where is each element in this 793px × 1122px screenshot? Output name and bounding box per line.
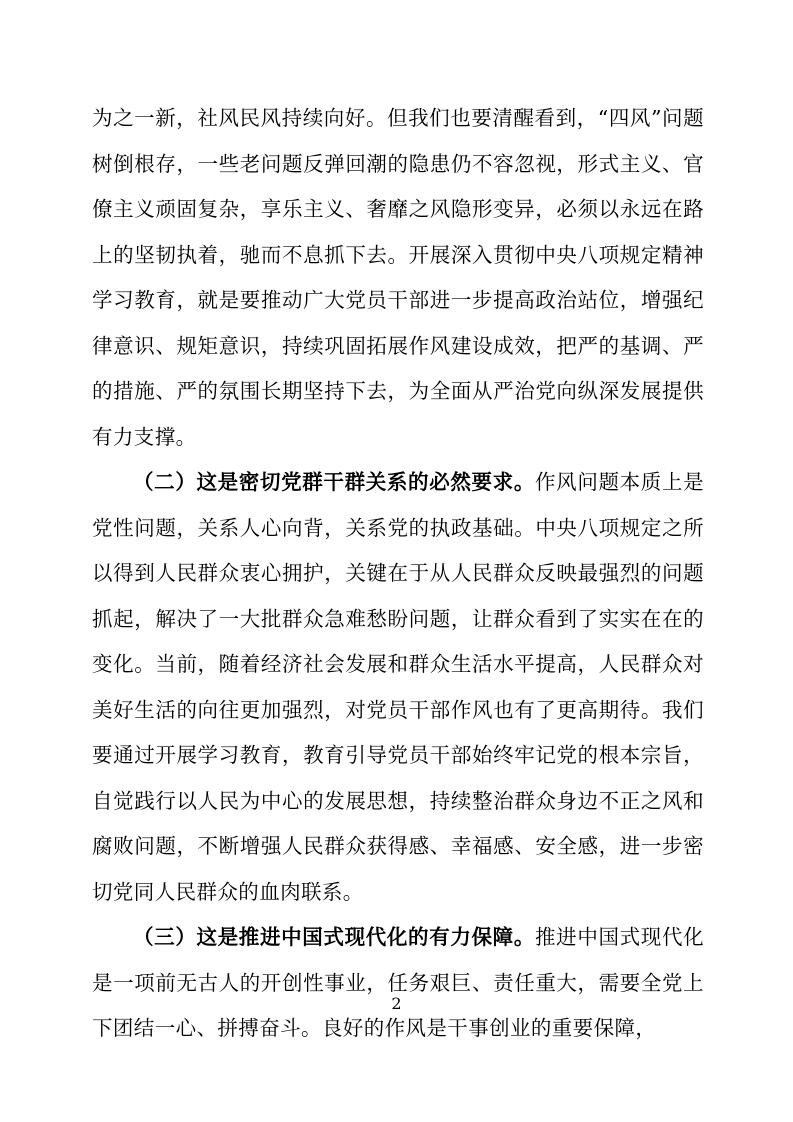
paragraph-2 [92,460,704,915]
paragraph-2-heading: （二）这是密切党群干群关系的必然要求。 [133,470,535,494]
document-body [92,96,704,1052]
paragraph-1-text: 为之一新，社风民风持续向好。但我们也要清醒看到，“四风”问题树倒根存，一些老问题反弹回潮的隐患仍不容忽视，形式主义、官僚主义顽固复杂，享乐主义、奢靡之风隐形变异，必须以永远在路上的坚韧执着，驰而不息抓下去。开展深入贯彻中央八项规定精神学习教育，就是要推动广大党员干部进一步提高政治站位，增强纪律意识、规矩意识，持续巩固拓展作风建设成效，把严的基调、严的措施、严的氛围长期坚持下去，为全面从严治党向纵深发展提供有力支撑。 [92,106,704,449]
page-number: 2 [391,994,402,1013]
paragraph-3-heading: （三）这是推进中国式现代化的有力保障。 [133,925,535,949]
paragraph-3 [92,915,704,1052]
paragraph-2-text: 作风问题本质上是党性问题，关系人心向背，关系党的执政基础。中央八项规定之所以得到人民群众衷心拥护，关键在于从人民群众反映最强烈的问题抓起，解决了一大批群众急难愁盼问题，让群众看到了实实在在的变化。当前，随着经济社会发展和群众生活水平提高，人民群众对美好生活的向往更加强烈，对党员干部作风也有了更高期待。我们要通过开展学习教育，教育引导党员干部始终牢记党的根本宗旨，自觉践行以人民为中心的发展思想，持续整治群众身边不正之风和腐败问题，不断增强人民群众获得感、幸福感、安全感，进一步密切党同人民群众的血肉联系。 [92,470,705,904]
paragraph-3-text: 推进中国式现代化是一项前无古人的开创性事业，任务艰巨、责任重大，需要全党上下团结一心、拼搏奋斗。良好的作风是干事创业的重要保障， [92,925,705,1040]
paragraph-1 [92,96,704,460]
